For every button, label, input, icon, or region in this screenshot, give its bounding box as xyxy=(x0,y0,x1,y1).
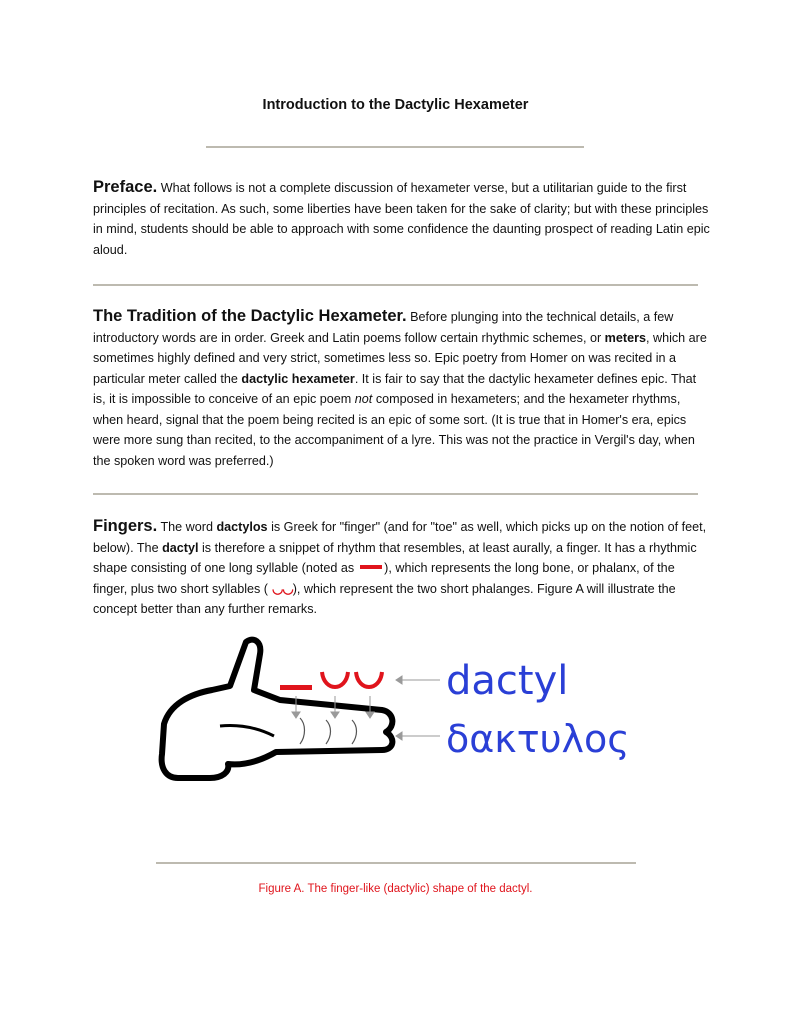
fingers-heading: Fingers. xyxy=(93,517,158,535)
tradition-heading: The Tradition of the Dactylic Hexameter. xyxy=(93,307,407,325)
section-rule-2 xyxy=(93,493,698,495)
term-dactyl: dactyl xyxy=(162,540,199,555)
hand-outline xyxy=(162,640,393,778)
long-mark xyxy=(280,685,312,690)
document-title: Introduction to the Dactylic Hexameter xyxy=(262,97,529,113)
emphasis-not: not xyxy=(354,392,373,406)
tradition-text-3: . It is fair to say that the dactylic hexameter defines epic. That is, it is impossible to conceive of an epic poem xyxy=(93,371,697,406)
tradition-text-2: , which are sometimes highly defined and very strict, sometimes less so. Epic poetry from Homer on was recited in a particular meter called the xyxy=(93,330,707,386)
short-mark-1 xyxy=(322,672,348,687)
fingers-text-1: The word xyxy=(160,520,213,534)
title-rule xyxy=(206,146,584,148)
preface-heading: Preface. xyxy=(93,178,158,196)
term-meters: meters xyxy=(604,330,646,345)
fingers-paragraph xyxy=(93,516,711,620)
fingers-text-2: is Greek for "finger" (and for "toe" as well, which picks up on the notion of feet, below). The xyxy=(93,520,707,555)
short-syllables-mark: ◡◡ xyxy=(272,580,293,596)
fingers-text-3: is therefore a snippet of rhythm that resembles, at least aurally, a finger. It has a rhythmic shape consisting of one long syllable (noted as xyxy=(93,540,697,575)
section-rule-1 xyxy=(93,284,698,286)
fingers-text-4: ), which represents the long bone, or phalanx, of the finger, plus two short syllables ( xyxy=(93,561,675,596)
label-arrows xyxy=(396,676,440,740)
term-dactylos: dactylos xyxy=(216,520,268,534)
label-dactyl: dactyl xyxy=(446,658,569,704)
figure-rule xyxy=(156,862,636,864)
figure-caption: Figure A. The finger-like (dactylic) shape of the dactyl. xyxy=(258,883,533,895)
term-dactylic-hexameter: dactylic hexameter xyxy=(241,371,355,386)
label-daktylos: δακτυλος xyxy=(446,717,630,761)
long-syllable-mark xyxy=(360,565,382,569)
tradition-paragraph xyxy=(93,306,711,471)
short-mark-2 xyxy=(356,672,382,687)
preface-text: What follows is not a complete discussion of hexameter verse, but a utilitarian guide to the first principles of recitation. As such, some liberties have been taken for the sake of clarity; but with these principles in mind, students should be able to approach with some confidence the daunting prospect of reading Latin epic aloud. xyxy=(93,181,710,257)
figure-a-dactyl-hand xyxy=(150,628,650,804)
tradition-text-4: composed in hexameters; and the hexameter rhythms, when heard, signal that the poem being recited is an epic of some sort. (It is true that in Homer's era, epics were more sung than recited, to the accompaniment of a lyre. This was not the practice in Vergil's day, when the spoken word was preferred.) xyxy=(93,392,695,468)
preface-paragraph xyxy=(93,177,711,260)
tradition-text-1: Before plunging into the technical details, a few introductory words are in order. Greek and Latin poems follow certain rhythmic schemes, or xyxy=(93,310,674,345)
fingers-text-5: ), which represent the two short phalanges. Figure A will illustrate the concept better than any further remarks. xyxy=(93,581,676,616)
